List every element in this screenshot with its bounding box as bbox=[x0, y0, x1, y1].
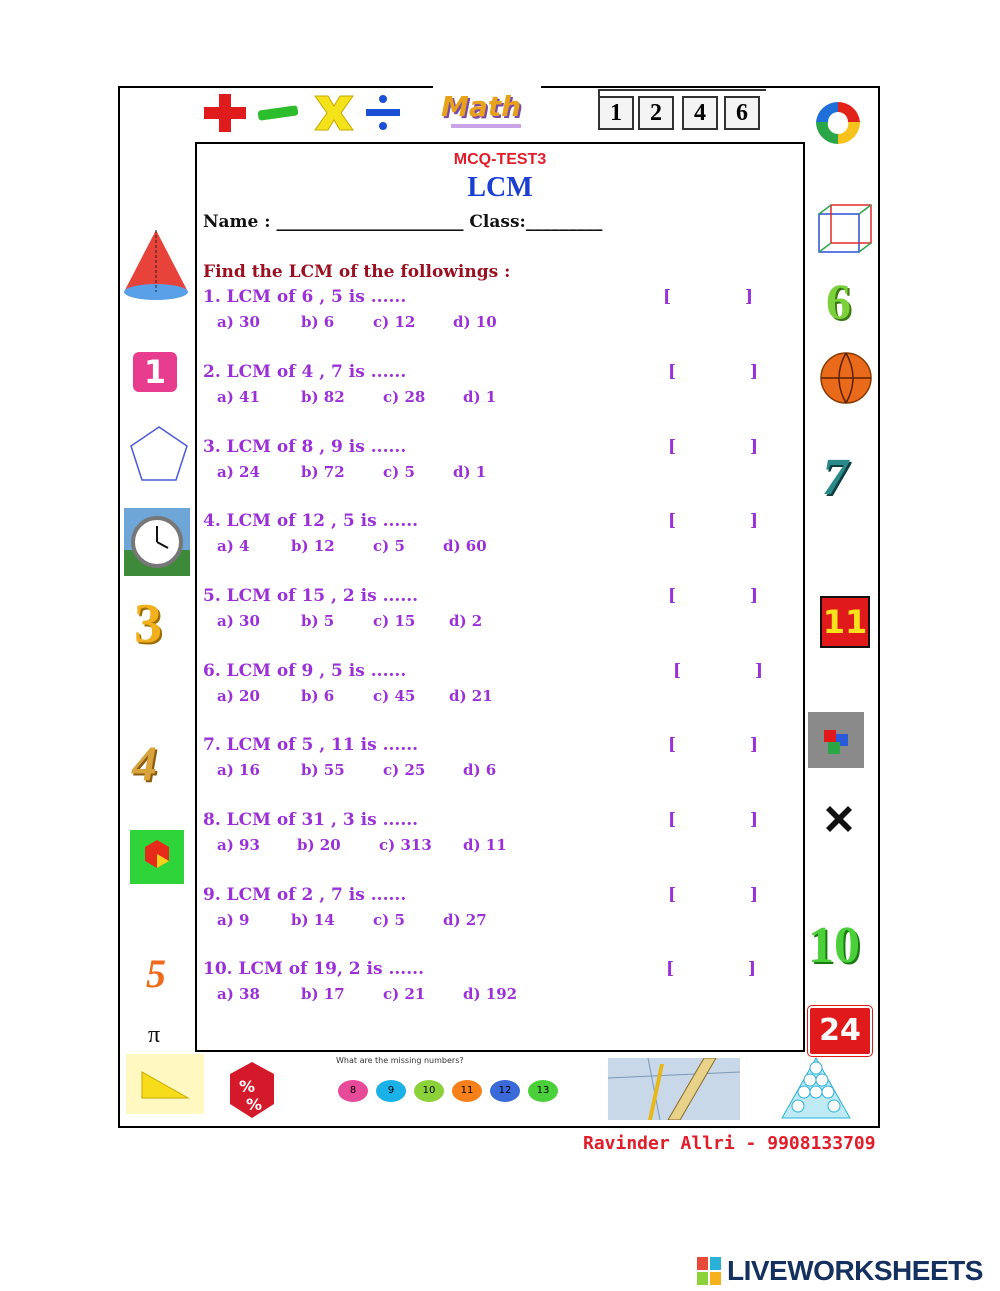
answer-bracket-close: ] bbox=[755, 661, 764, 681]
name-field[interactable]: ______________________ bbox=[276, 212, 464, 232]
option-c[interactable]: c) 12 bbox=[373, 313, 416, 331]
option-d[interactable]: d) 11 bbox=[463, 836, 507, 854]
option-b[interactable]: b) 20 bbox=[297, 836, 341, 854]
answer-bracket-open: [ bbox=[668, 511, 677, 531]
dice-2: 2 bbox=[638, 96, 674, 130]
answer-bracket-close: ] bbox=[750, 735, 759, 755]
swirl-logo-icon bbox=[806, 96, 870, 146]
instruction: Find the LCM of the followings : bbox=[203, 262, 511, 282]
option-a[interactable]: a) 16 bbox=[217, 761, 260, 779]
question-6 bbox=[203, 661, 773, 721]
option-b[interactable]: b) 5 bbox=[301, 612, 335, 630]
option-d[interactable]: d) 10 bbox=[453, 313, 497, 331]
number-dice bbox=[592, 86, 778, 136]
liveworksheets-logo-icon bbox=[697, 1257, 723, 1287]
answer-bracket-open: [ bbox=[668, 586, 677, 606]
class-field[interactable]: _________ bbox=[525, 212, 603, 232]
option-d[interactable]: d) 27 bbox=[443, 911, 487, 929]
option-b[interactable]: b) 6 bbox=[301, 313, 335, 331]
option-d[interactable]: d) 2 bbox=[449, 612, 483, 630]
option-a[interactable]: a) 30 bbox=[217, 313, 260, 331]
answer-bracket-open: [ bbox=[668, 885, 677, 905]
number-five: 5 bbox=[146, 951, 166, 996]
number-24-tile bbox=[808, 1006, 872, 1056]
number-six: 6 bbox=[826, 273, 851, 329]
question-8 bbox=[203, 810, 773, 870]
test-label: MCQ-TEST3 bbox=[453, 151, 547, 168]
number-pyramid-icon bbox=[778, 1054, 854, 1122]
answer-bracket-close: ] bbox=[750, 885, 759, 905]
balloon-11: 11 bbox=[452, 1080, 482, 1102]
brand-text: LIVEWORKSHEETS bbox=[727, 1255, 983, 1286]
option-a[interactable]: a) 24 bbox=[217, 463, 260, 481]
hexagon-puzzle-icon bbox=[130, 830, 184, 884]
dice-6: 6 bbox=[724, 96, 760, 130]
answer-bracket-open: [ bbox=[663, 287, 672, 307]
option-a[interactable]: a) 30 bbox=[217, 612, 260, 630]
option-b[interactable]: b) 14 bbox=[291, 911, 335, 929]
option-d[interactable]: d) 192 bbox=[463, 985, 518, 1003]
author-credit: Ravinder Allri - 9908133709 bbox=[583, 1133, 876, 1154]
pentagon-icon bbox=[128, 424, 190, 484]
answer-bracket-close: ] bbox=[750, 362, 759, 382]
answer-bracket-close: ] bbox=[750, 511, 759, 531]
name-class-line bbox=[203, 212, 602, 232]
class-label: Class: bbox=[469, 212, 526, 232]
option-b[interactable]: b) 12 bbox=[291, 537, 335, 555]
answer-bracket-close: ] bbox=[748, 959, 757, 979]
math-logo bbox=[433, 86, 541, 136]
number-seven: 7 bbox=[822, 449, 848, 506]
question-2 bbox=[203, 362, 773, 422]
option-c[interactable]: c) 15 bbox=[373, 612, 416, 630]
triangle-ruler-icon bbox=[126, 1054, 204, 1114]
question-1 bbox=[203, 287, 773, 347]
question-text: 5. LCM of 15 , 2 is ...... bbox=[203, 586, 419, 606]
answer-bracket-open: [ bbox=[668, 362, 677, 382]
balloon-12: 12 bbox=[490, 1080, 520, 1102]
number-four: 4 bbox=[132, 735, 157, 791]
cone-icon bbox=[120, 228, 192, 304]
number-one: 1 bbox=[143, 353, 167, 391]
pi-symbol: π bbox=[148, 1022, 161, 1048]
number-ten: 10 bbox=[808, 917, 860, 974]
option-c[interactable]: c) 28 bbox=[383, 388, 426, 406]
question-text: 8. LCM of 31 , 3 is ...... bbox=[203, 810, 419, 830]
question-text: 6. LCM of 9 , 5 is ...... bbox=[203, 661, 407, 681]
answer-bracket-open: [ bbox=[666, 959, 675, 979]
option-d[interactable]: d) 6 bbox=[463, 761, 497, 779]
answer-bracket-open: [ bbox=[668, 437, 677, 457]
operators-icon bbox=[200, 92, 415, 134]
cube-icon bbox=[816, 202, 874, 254]
number-three: 3 bbox=[134, 593, 162, 655]
number-24: 24 bbox=[819, 1013, 861, 1048]
option-c[interactable]: c) 5 bbox=[373, 537, 405, 555]
question-text: 10. LCM of 19, 2 is ...... bbox=[203, 959, 424, 979]
option-d[interactable]: d) 60 bbox=[443, 537, 487, 555]
option-c[interactable]: c) 25 bbox=[383, 761, 426, 779]
question-4 bbox=[203, 511, 773, 571]
question-text: 9. LCM of 2 , 7 is ...... bbox=[203, 885, 407, 905]
option-c[interactable]: c) 45 bbox=[373, 687, 416, 705]
option-c[interactable]: c) 313 bbox=[379, 836, 432, 854]
option-b[interactable]: b) 82 bbox=[301, 388, 345, 406]
question-text: 2. LCM of 4 , 7 is ...... bbox=[203, 362, 407, 382]
question-7 bbox=[203, 735, 773, 795]
svg-text:%: % bbox=[246, 1095, 263, 1114]
option-a[interactable]: a) 20 bbox=[217, 687, 260, 705]
option-d[interactable]: d) 1 bbox=[463, 388, 497, 406]
3d-shape-icon bbox=[808, 712, 864, 768]
option-b[interactable]: b) 55 bbox=[301, 761, 345, 779]
dice-4: 4 bbox=[682, 96, 718, 130]
option-c[interactable]: c) 21 bbox=[383, 985, 426, 1003]
answer-bracket-close: ] bbox=[745, 287, 754, 307]
option-c[interactable]: c) 5 bbox=[383, 463, 415, 481]
dice-1: 1 bbox=[598, 96, 634, 130]
percent-dice-icon bbox=[226, 1058, 278, 1122]
option-b[interactable]: b) 17 bbox=[301, 985, 345, 1003]
option-b[interactable]: b) 72 bbox=[301, 463, 345, 481]
page-title: LCM bbox=[467, 172, 533, 203]
option-d[interactable]: d) 1 bbox=[453, 463, 487, 481]
name-label: Name : bbox=[203, 212, 271, 232]
option-a[interactable]: a) 38 bbox=[217, 985, 260, 1003]
answer-bracket-open: [ bbox=[668, 735, 677, 755]
question-text: 7. LCM of 5 , 11 is ...... bbox=[203, 735, 419, 755]
basketball-icon bbox=[818, 350, 874, 406]
answer-bracket-close: ] bbox=[750, 586, 759, 606]
option-a[interactable]: a) 93 bbox=[217, 836, 260, 854]
answer-bracket-open: [ bbox=[673, 661, 682, 681]
balloon-9: 9 bbox=[376, 1080, 406, 1102]
question-text: 4. LCM of 12 , 5 is ...... bbox=[203, 511, 419, 531]
missing-numbers-balloons bbox=[332, 1056, 578, 1126]
balloon-13: 13 bbox=[528, 1080, 558, 1102]
number-one-tile bbox=[133, 352, 177, 392]
option-c[interactable]: c) 5 bbox=[373, 911, 405, 929]
question-3 bbox=[203, 437, 773, 497]
question-text: 3. LCM of 8 , 9 is ...... bbox=[203, 437, 407, 457]
number-eleven-tile bbox=[820, 596, 870, 648]
blueprint-ruler-icon bbox=[608, 1058, 740, 1120]
option-d[interactable]: d) 21 bbox=[449, 687, 493, 705]
question-10 bbox=[203, 959, 773, 1019]
balloon-10: 10 bbox=[414, 1080, 444, 1102]
question-9 bbox=[203, 885, 773, 945]
question-text: 1. LCM of 6 , 5 is ...... bbox=[203, 287, 407, 307]
option-a[interactable]: a) 41 bbox=[217, 388, 260, 406]
svg-text:%: % bbox=[239, 1077, 256, 1096]
math-logo-text: Math bbox=[441, 90, 522, 123]
balloon-caption: What are the missing numbers? bbox=[336, 1056, 464, 1065]
answer-bracket-close: ] bbox=[750, 437, 759, 457]
number-eleven: 11 bbox=[822, 603, 868, 641]
clock-icon bbox=[124, 508, 190, 576]
answer-bracket-open: [ bbox=[668, 810, 677, 830]
option-a[interactable]: a) 9 bbox=[217, 911, 250, 929]
question-5 bbox=[203, 586, 773, 646]
balloon-8: 8 bbox=[338, 1080, 368, 1102]
answer-bracket-close: ] bbox=[750, 810, 759, 830]
option-b[interactable]: b) 6 bbox=[301, 687, 335, 705]
multiply-icon bbox=[822, 802, 856, 836]
option-a[interactable]: a) 4 bbox=[217, 537, 250, 555]
